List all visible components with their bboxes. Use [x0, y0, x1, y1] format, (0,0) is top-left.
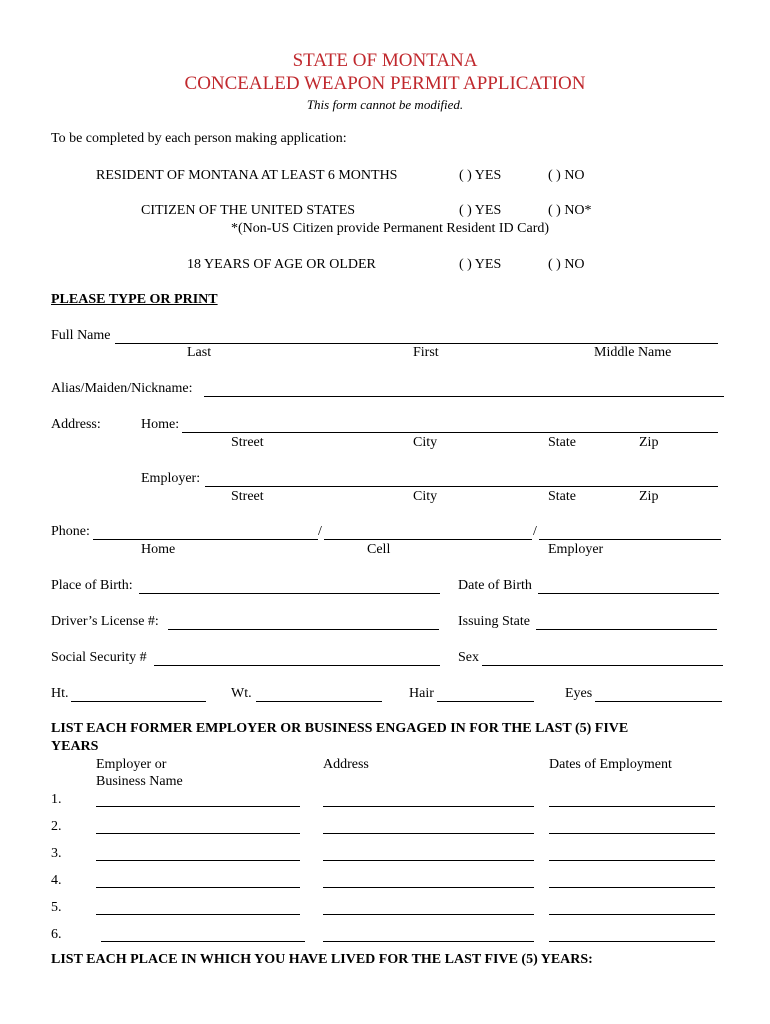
birth-place-label: Place of Birth: [51, 578, 133, 593]
birth-date-field[interactable] [538, 593, 719, 594]
employer-street-caption: Street [231, 489, 264, 504]
employer-name-field[interactable] [96, 806, 300, 807]
phone-home-caption: Home [141, 542, 176, 557]
employer-name-field[interactable] [96, 860, 300, 861]
ssn-field[interactable] [154, 665, 440, 666]
employer-address-line[interactable] [323, 806, 534, 807]
phone-cell-field[interactable] [324, 539, 532, 540]
employer-address-line[interactable] [323, 833, 534, 834]
home-zip-caption: Zip [639, 435, 659, 450]
citizen-label: CITIZEN OF THE UNITED STATES [141, 203, 356, 218]
employer-address-line[interactable] [323, 941, 534, 942]
residences-heading: LIST EACH PLACE IN WHICH YOU HAVE LIVED FOR THE LAST FIVE (5) YEARS: [51, 952, 593, 967]
citizen-no-option[interactable]: ( ) NO* [548, 203, 592, 218]
middle-name-caption: Middle Name [594, 345, 672, 360]
first-name-caption: First [413, 345, 439, 360]
employer-row-number: 4. [51, 873, 62, 888]
home-state-caption: State [548, 435, 576, 450]
phone-label: Phone: [51, 524, 90, 539]
birth-place-field[interactable] [139, 593, 440, 594]
home-address-label: Home: [141, 417, 180, 432]
home-address-field[interactable] [182, 432, 718, 433]
employer-dates-field[interactable] [549, 806, 715, 807]
issuing-state-label: Issuing State [458, 614, 530, 629]
employer-name-field[interactable] [96, 887, 300, 888]
print-heading: PLEASE TYPE OR PRINT [51, 292, 218, 307]
form-title-application: CONCEALED WEAPON PERMIT APPLICATION [184, 73, 586, 94]
height-field[interactable] [71, 701, 206, 702]
employer-dates-field[interactable] [549, 914, 715, 915]
issuing-state-field[interactable] [536, 629, 717, 630]
resident-label: RESIDENT OF MONTANA AT LEAST 6 MONTHS [96, 168, 398, 183]
license-field[interactable] [168, 629, 439, 630]
age-yes-option[interactable]: ( ) YES [459, 257, 502, 272]
employer-row-number: 3. [51, 846, 62, 861]
phone-home-field[interactable] [93, 539, 318, 540]
employer-dates-field[interactable] [549, 887, 715, 888]
full-name-field[interactable] [115, 343, 718, 344]
col-address: Address [323, 757, 369, 772]
citizen-note: *(Non-US Citizen provide Permanent Resident ID Card) [231, 221, 550, 236]
hair-field[interactable] [437, 701, 534, 702]
address-label: Address: [51, 417, 101, 432]
weight-label: Wt. [231, 686, 252, 701]
eyes-label: Eyes [565, 686, 593, 701]
employer-row-number: 1. [51, 792, 62, 807]
hair-label: Hair [409, 686, 434, 701]
intro-text: To be completed by each person making application: [51, 131, 347, 146]
employer-dates-field[interactable] [549, 833, 715, 834]
height-label: Ht. [51, 686, 69, 701]
birth-date-label: Date of Birth [458, 578, 532, 593]
age-label: 18 YEARS OF AGE OR OLDER [187, 257, 376, 272]
employer-row-number: 5. [51, 900, 62, 915]
employer-name-field[interactable] [101, 941, 305, 942]
employer-dates-field[interactable] [549, 860, 715, 861]
employer-city-caption: City [413, 489, 438, 504]
ssn-label: Social Security # [51, 650, 147, 665]
col-business-name: Business Name [96, 774, 183, 789]
phone-cell-caption: Cell [367, 542, 391, 557]
phone-separator: / [533, 524, 537, 539]
employer-address-label: Employer: [141, 471, 201, 486]
alias-field[interactable] [204, 396, 724, 397]
eyes-field[interactable] [595, 701, 722, 702]
employer-address-line[interactable] [323, 887, 534, 888]
phone-employer-field[interactable] [539, 539, 721, 540]
employer-address-field[interactable] [205, 486, 718, 487]
sex-field[interactable] [482, 665, 723, 666]
employer-address-line[interactable] [323, 860, 534, 861]
employer-dates-field[interactable] [549, 941, 715, 942]
resident-no-option[interactable]: ( ) NO [548, 168, 585, 183]
sex-label: Sex [458, 650, 479, 665]
license-label: Driver’s License #: [51, 614, 159, 629]
full-name-label: Full Name [51, 328, 111, 343]
weight-field[interactable] [256, 701, 382, 702]
form-title-state: STATE OF MONTANA [292, 50, 478, 71]
employer-zip-caption: Zip [639, 489, 659, 504]
employer-row-number: 6. [51, 927, 62, 942]
employer-name-field[interactable] [96, 914, 300, 915]
resident-yes-option[interactable]: ( ) YES [459, 168, 502, 183]
age-no-option[interactable]: ( ) NO [548, 257, 585, 272]
form-note: This form cannot be modified. [306, 97, 464, 112]
citizen-yes-option[interactable]: ( ) YES [459, 203, 502, 218]
phone-separator: / [318, 524, 322, 539]
last-name-caption: Last [187, 345, 212, 360]
employer-state-caption: State [548, 489, 576, 504]
col-employer-name: Employer or [96, 757, 167, 772]
employer-row-number: 2. [51, 819, 62, 834]
col-dates: Dates of Employment [549, 757, 672, 772]
employer-address-line[interactable] [323, 914, 534, 915]
home-street-caption: Street [231, 435, 264, 450]
alias-label: Alias/Maiden/Nickname: [51, 381, 193, 396]
phone-employer-caption: Employer [548, 542, 604, 557]
employers-heading: LIST EACH FORMER EMPLOYER OR BUSINESS ENGAGED IN FOR THE LAST (5) FIVE [51, 721, 629, 736]
employers-heading-cont: YEARS [51, 739, 99, 754]
employer-name-field[interactable] [96, 833, 300, 834]
home-city-caption: City [413, 435, 438, 450]
